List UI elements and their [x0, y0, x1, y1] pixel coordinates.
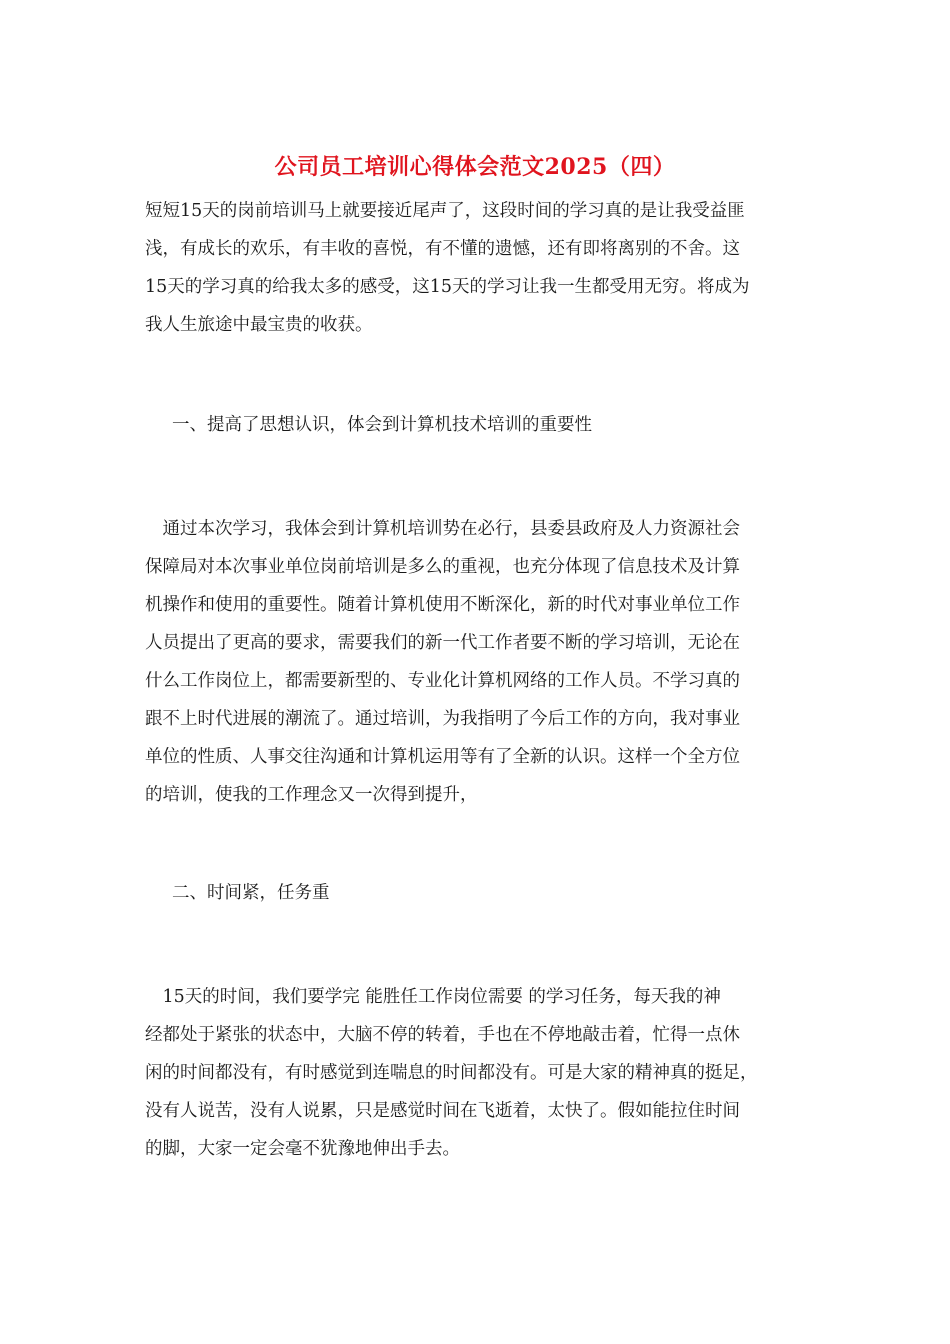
section-1-paragraph — [145, 510, 815, 814]
paragraph-line: 没有人说苦，没有人说累，只是感觉时间在飞逝着，太快了。假如能拉住时间 — [145, 1101, 740, 1121]
paragraph-line: 闲的时间都没有，有时感觉到连喘息的时间都没有。可是大家的精神真的挺足， — [145, 1063, 758, 1083]
section-heading-2: 二、时间紧，任务重 — [172, 883, 330, 903]
paragraph-line: 单位的性质、人事交往沟通和计算机运用等有了全新的认识。这样一个全方位 — [145, 747, 740, 767]
document-title: 公司员工培训心得体会范文2025（四） — [274, 154, 676, 180]
paragraph-line: 跟不上时代进展的潮流了。通过培训，为我指明了今后工作的方向，我对事业 — [145, 709, 740, 729]
paragraph-line: 经都处于紧张的状态中，大脑不停的转着，手也在不停地敲击着，忙得一点休 — [145, 1025, 740, 1045]
intro-paragraph — [145, 192, 815, 344]
paragraph-line: 什么工作岗位上，都需要新型的、专业化计算机网络的工作人员。不学习真的 — [145, 671, 740, 691]
paragraph-line: 人员提出了更高的要求，需要我们的新一代工作者要不断的学习培训，无论在 — [145, 633, 740, 653]
section-heading-1: 一、提高了思想认识，体会到计算机技术培训的重要性 — [172, 415, 592, 435]
paragraph-line: 浅，有成长的欢乐，有丰收的喜悦，有不懂的遗憾，还有即将离别的不舍。这 — [145, 239, 740, 259]
paragraph-line: 通过本次学习，我体会到计算机培训势在必行，县委县政府及人力资源社会 — [145, 519, 740, 539]
paragraph-line: 15天的时间，我们要学完 能胜任工作岗位需要 的学习任务，每天我的神 — [145, 987, 721, 1007]
paragraph-line: 机操作和使用的重要性。随着计算机使用不断深化，新的时代对事业单位工作 — [145, 595, 740, 615]
paragraph-line: 保障局对本次事业单位岗前培训是多么的重视，也充分体现了信息技术及计算 — [145, 557, 740, 577]
paragraph-line: 短短15天的岗前培训马上就要接近尾声了，这段时间的学习真的是让我受益匪 — [145, 201, 745, 221]
section-2-paragraph — [145, 978, 815, 1168]
paragraph-line: 的培训，使我的工作理念又一次得到提升， — [145, 785, 478, 805]
paragraph-line: 我人生旅途中最宝贵的收获。 — [145, 315, 373, 335]
paragraph-line: 15天的学习真的给我太多的感受，这15天的学习让我一生都受用无穷。将成为 — [145, 277, 750, 297]
paragraph-line: 的脚，大家一定会毫不犹豫地伸出手去。 — [145, 1139, 460, 1159]
